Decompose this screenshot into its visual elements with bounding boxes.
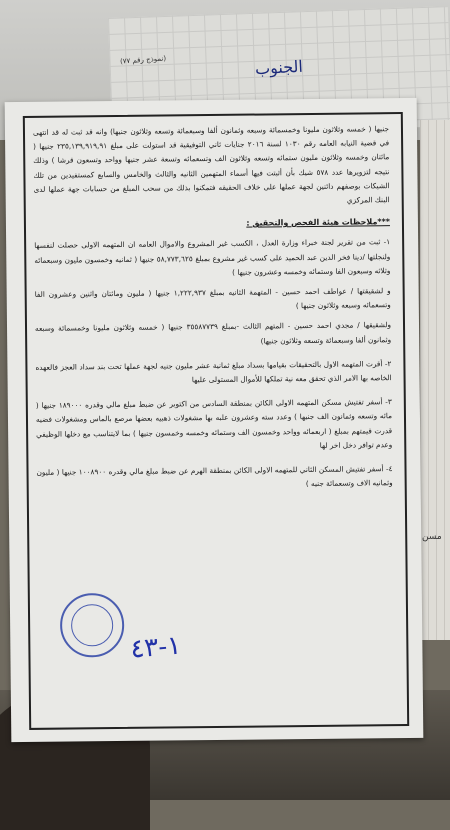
- paragraph-finding-2: ٢- أقرت المتهمه الاول بالتحقيقات بقيامها بسداد مبلغ ثمانية عشر مليون جنيه لجهة عملها تحت بند سداد العجز فالعهده الخاصه بها الامر الذي تحقق معه نية تملكها للأموال المستولى عليها: [35, 358, 392, 385]
- paragraph-finding-1c: ولشقيقها / مجدي احمد حسين - المتهم الثالث -بمبلغ ٣٥٥٨٧٧٣٩ جنيها ( خمسه وثلاثون مليونا وخمسمائة وسبعه وثمانون ألفا وسبعمائة وتسعه وثلاثون جنيها): [34, 320, 392, 346]
- handwritten-header: الجنوب: [254, 56, 304, 79]
- section-title: ***ملاحظات هيئة الفحص والتحقيق :: [246, 217, 390, 228]
- official-stamp: [60, 593, 125, 658]
- handwritten-signature: ١-٤٣: [129, 630, 183, 665]
- form-number-label: (نموذج رقم ٧٧): [119, 54, 167, 66]
- stamp-inner-ring: [71, 604, 113, 646]
- paragraph-finding-1: ١- ثبت من تقرير لجنة خبراء وزارة العدل ، الكسب غير المشروع والاموال العامه ان المتهمه الاولى حصلت لنفسها ولنجلتها /دينا فخر الدين عبد الحميد على كسب غير مشروع بمبلغ ٥٨,٧٧٣,٦٢٥ جنيها ( ثمانيه وخمسون مليون وسبعمائه وثلاثه وسبعون الفا وستمائه وخمسه وعشرون جنيها ): [34, 237, 391, 277]
- document-body: [33, 122, 393, 500]
- paragraph-finding-4: ٤- أسفر تفتيش المسكن الثاني للمتهمه الاولى الكائن بمنطقة الهرم عن ضبط مبلغ مالي وقدره ١٠٠٨٩٠٠ جنيها ( مليون وثمانيه الاف وتسعمائة جنيه ): [36, 464, 393, 489]
- paragraph-finding-3: ٣- أسفر تفتيش مسكن المتهمه الاولى الكائن بمنطقة السادس من اكتوبر عن ضبط مبلغ مالي وقدره ١٨٩٠٠٠ جنيها ( مائه وتسعه وثمانون الف جنيها ) وعدد سته وعشرون علبه بها مشغولات ذهبيه بعضها مرصع بالماس ومشغولات فضيه قدرت قيمتهم بمبلغ ( اربعمائه وواحد وخمسون الف وستمائه وخمسه وخمسون جنيها ) بما لايتناسب مع دخلها الوظيفي وعدم توافر دخل اخر لها: [35, 397, 393, 450]
- paragraph-finding-1b: و لشقيقتها / عواطف احمد حسين - المتهمة الثانيه بمبلغ ١,٢٢٢,٩٣٧ جنيها ( مليون ومائتان واثنين وعشرون الفا وتسعمائه وسبعه وثلاثون جنيها ): [34, 286, 391, 311]
- paragraph-intro: جنيها ( خمسه وثلاثون مليونا وخمسمائة وسبعه وثمانون ألفا وسبعمائة وتسعه وثلاثون جنيها) وانه قد ثبت له قد انتهى في قضية النيابه العامه رقم ١٠٣٠ لسنة ٢٠١٦ جنايات ثاني التوفيقية قد استولت على مبلغ ٢٣٥,١٣٩,٩١٩,٩١ جنيها ( مائتان وخمسه وثلاثون مليون ستمائه وتسعه وثلاثون الف وتسعمائه وتسعة عشر جنيها وواحد وتسعون قرشا ) وذلك نتيجه لتزويرها عدد ٥٧٨ شيك بأن أثبتت فيها أسماء المتهمين الثانيه والثالث والخامس والسابع كمستفيدين من تلك الشيكات بوصفهم دائنين لجهة عملها على خلاف الحقيقه فتمكنوا بذلك من سحب المبلغ من حسابات جهة عملها لدى البنك المركزي: [32, 124, 390, 205]
- document-page: [5, 98, 424, 742]
- side-paper-word: مسن: [422, 532, 442, 542]
- side-grid-paper: [420, 120, 450, 640]
